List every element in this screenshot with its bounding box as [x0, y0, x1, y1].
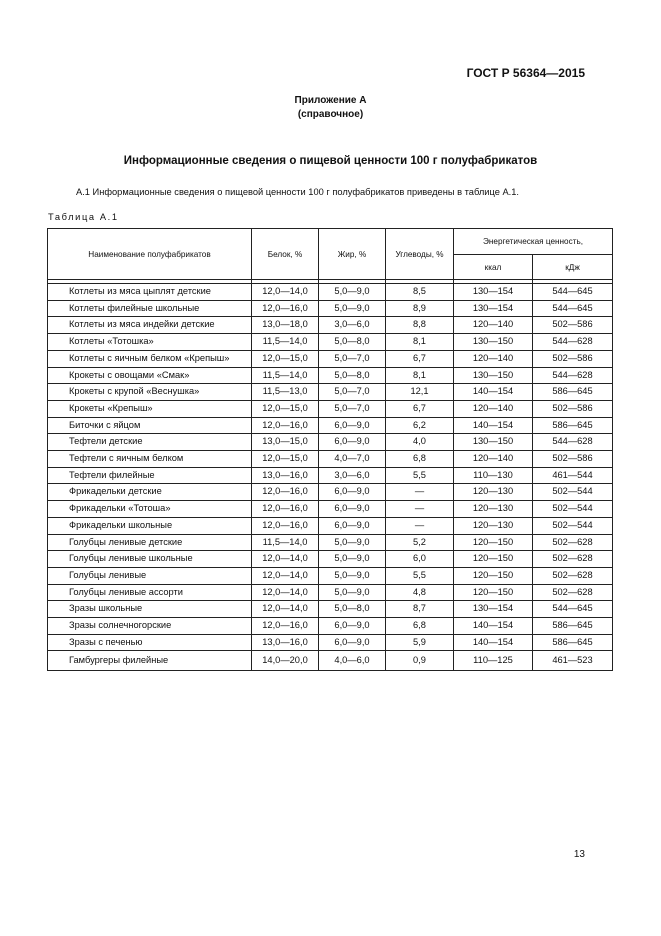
- fat-value: 6,0—9,0: [319, 517, 386, 534]
- intro-paragraph: А.1 Информационные сведения о пищевой ценности 100 г полуфабрикатов приведены в таблице А.1.: [76, 187, 519, 197]
- table-row: [48, 334, 613, 351]
- product-name: Зразы школьные: [48, 601, 252, 618]
- table-row: [48, 634, 613, 651]
- kcal-value: 130—154: [454, 601, 533, 618]
- fat-value: 5,0—8,0: [319, 367, 386, 384]
- product-name: Голубцы ленивые: [48, 567, 252, 584]
- carbs-value: 6,8: [386, 618, 454, 635]
- kj-value: 502—586: [533, 451, 613, 468]
- table-row: [48, 400, 613, 417]
- kcal-value: 140—154: [454, 618, 533, 635]
- kcal-value: 140—154: [454, 634, 533, 651]
- table-row: [48, 434, 613, 451]
- table-row: [48, 651, 613, 671]
- kj-value: 586—645: [533, 634, 613, 651]
- header-kj: кДж: [533, 255, 613, 280]
- kcal-value: 130—154: [454, 300, 533, 317]
- table-row: [48, 367, 613, 384]
- fat-value: 6,0—9,0: [319, 618, 386, 635]
- product-name: Голубцы ленивые детские: [48, 534, 252, 551]
- kj-value: 544—628: [533, 334, 613, 351]
- carbs-value: 6,7: [386, 350, 454, 367]
- table-row: [48, 484, 613, 501]
- kj-value: 461—523: [533, 651, 613, 671]
- fat-value: 5,0—9,0: [319, 284, 386, 301]
- protein-value: 12,0—14,0: [252, 567, 319, 584]
- fat-value: 5,0—9,0: [319, 584, 386, 601]
- table-row: [48, 284, 613, 301]
- carbs-value: 6,0: [386, 551, 454, 568]
- protein-value: 12,0—15,0: [252, 350, 319, 367]
- protein-value: 13,0—16,0: [252, 634, 319, 651]
- table-row: [48, 384, 613, 401]
- protein-value: 13,0—18,0: [252, 317, 319, 334]
- table-row: [48, 317, 613, 334]
- product-name: Котлеты «Тотошка»: [48, 334, 252, 351]
- fat-value: 4,0—6,0: [319, 651, 386, 671]
- table-row: [48, 501, 613, 518]
- protein-value: 12,0—14,0: [252, 601, 319, 618]
- section-title: Информационные сведения о пищевой ценности 100 г полуфабрикатов: [123, 155, 538, 167]
- carbs-value: 4,8: [386, 584, 454, 601]
- kcal-value: 120—150: [454, 584, 533, 601]
- kj-value: 544—628: [533, 367, 613, 384]
- carbs-value: 8,7: [386, 601, 454, 618]
- fat-value: 5,0—7,0: [319, 400, 386, 417]
- fat-value: 5,0—8,0: [319, 601, 386, 618]
- kcal-value: 130—150: [454, 334, 533, 351]
- protein-value: 12,0—16,0: [252, 484, 319, 501]
- table-row: [48, 584, 613, 601]
- product-name: Гамбургеры филейные: [48, 651, 252, 671]
- fat-value: 5,0—9,0: [319, 300, 386, 317]
- carbs-value: —: [386, 501, 454, 518]
- kj-value: 502—628: [533, 551, 613, 568]
- product-name: Котлеты филейные школьные: [48, 300, 252, 317]
- carbs-value: 5,5: [386, 467, 454, 484]
- protein-value: 13,0—15,0: [252, 434, 319, 451]
- kj-value: 586—645: [533, 384, 613, 401]
- kcal-value: 120—140: [454, 350, 533, 367]
- carbs-value: 6,8: [386, 451, 454, 468]
- kcal-value: 130—150: [454, 367, 533, 384]
- kcal-value: 110—125: [454, 651, 533, 671]
- kcal-value: 130—154: [454, 284, 533, 301]
- header-kcal: ккал: [454, 255, 533, 280]
- kcal-value: 120—140: [454, 451, 533, 468]
- product-name: Голубцы ленивые ассорти: [48, 584, 252, 601]
- protein-value: 12,0—14,0: [252, 551, 319, 568]
- carbs-value: 4,0: [386, 434, 454, 451]
- kj-value: 502—544: [533, 501, 613, 518]
- protein-value: 13,0—16,0: [252, 467, 319, 484]
- appendix-subtitle: (справочное): [297, 109, 364, 120]
- kcal-value: 120—150: [454, 534, 533, 551]
- kj-value: 502—628: [533, 584, 613, 601]
- carbs-value: 5,2: [386, 534, 454, 551]
- product-name: Фрикадельки детские: [48, 484, 252, 501]
- fat-value: 6,0—9,0: [319, 634, 386, 651]
- protein-value: 12,0—16,0: [252, 417, 319, 434]
- header-protein: Белок, %: [252, 229, 319, 280]
- product-name: Котлеты из мяса индейки детские: [48, 317, 252, 334]
- appendix-title: Приложение А: [294, 95, 367, 106]
- protein-value: 12,0—16,0: [252, 300, 319, 317]
- carbs-value: 12,1: [386, 384, 454, 401]
- header-fat: Жир, %: [319, 229, 386, 280]
- fat-value: 5,0—9,0: [319, 567, 386, 584]
- kcal-value: 120—130: [454, 484, 533, 501]
- fat-value: 6,0—9,0: [319, 417, 386, 434]
- protein-value: 11,5—14,0: [252, 367, 319, 384]
- document-code: ГОСТ Р 56364—2015: [466, 66, 585, 80]
- kj-value: 544—645: [533, 300, 613, 317]
- table-row: [48, 534, 613, 551]
- kcal-value: 130—150: [454, 434, 533, 451]
- carbs-value: 5,9: [386, 634, 454, 651]
- product-name: Котлеты из мяса цыплят детские: [48, 284, 252, 301]
- product-name: Голубцы ленивые школьные: [48, 551, 252, 568]
- product-name: Зразы с печенью: [48, 634, 252, 651]
- kj-value: 502—586: [533, 400, 613, 417]
- carbs-value: 8,1: [386, 334, 454, 351]
- carbs-value: 8,5: [386, 284, 454, 301]
- product-name: Крокеты с овощами «Смак»: [48, 367, 252, 384]
- kj-value: 502—544: [533, 484, 613, 501]
- carbs-value: 8,9: [386, 300, 454, 317]
- fat-value: 5,0—9,0: [319, 551, 386, 568]
- kcal-value: 110—130: [454, 467, 533, 484]
- product-name: Фрикадельки «Тотоша»: [48, 501, 252, 518]
- fat-value: 6,0—9,0: [319, 434, 386, 451]
- fat-value: 3,0—6,0: [319, 317, 386, 334]
- kcal-value: 120—140: [454, 317, 533, 334]
- kj-value: 544—628: [533, 434, 613, 451]
- product-name: Зразы солнечногорские: [48, 618, 252, 635]
- kj-value: 544—645: [533, 284, 613, 301]
- carbs-value: 5,5: [386, 567, 454, 584]
- kj-value: 502—586: [533, 350, 613, 367]
- kcal-value: 120—130: [454, 501, 533, 518]
- fat-value: 4,0—7,0: [319, 451, 386, 468]
- carbs-value: 6,2: [386, 417, 454, 434]
- kcal-value: 120—140: [454, 400, 533, 417]
- protein-value: 12,0—15,0: [252, 400, 319, 417]
- kcal-value: 140—154: [454, 417, 533, 434]
- protein-value: 11,5—13,0: [252, 384, 319, 401]
- table-row: [48, 517, 613, 534]
- protein-value: 12,0—16,0: [252, 618, 319, 635]
- product-name: Котлеты с яичным белком «Крепыш»: [48, 350, 252, 367]
- protein-value: 11,5—14,0: [252, 334, 319, 351]
- table-row: [48, 618, 613, 635]
- fat-value: 5,0—9,0: [319, 534, 386, 551]
- table-row: [48, 350, 613, 367]
- kj-value: 461—544: [533, 467, 613, 484]
- protein-value: 11,5—14,0: [252, 534, 319, 551]
- protein-value: 12,0—15,0: [252, 451, 319, 468]
- carbs-value: 8,1: [386, 367, 454, 384]
- table-row: [48, 551, 613, 568]
- product-name: Крокеты с крупой «Веснушка»: [48, 384, 252, 401]
- kcal-value: 120—150: [454, 551, 533, 568]
- carbs-value: 6,7: [386, 400, 454, 417]
- carbs-value: 0,9: [386, 651, 454, 671]
- header-name: Наименование полуфабрикатов: [48, 229, 252, 280]
- header-energy: Энергетическая ценность,: [454, 229, 613, 255]
- fat-value: 5,0—7,0: [319, 350, 386, 367]
- fat-value: 6,0—9,0: [319, 501, 386, 518]
- table-body: [48, 284, 613, 671]
- table-row: [48, 601, 613, 618]
- carbs-value: 8,8: [386, 317, 454, 334]
- protein-value: 12,0—16,0: [252, 501, 319, 518]
- protein-value: 14,0—20,0: [252, 651, 319, 671]
- fat-value: 6,0—9,0: [319, 484, 386, 501]
- product-name: Крокеты «Крепыш»: [48, 400, 252, 417]
- page-number: 13: [573, 849, 585, 860]
- table-row: [48, 567, 613, 584]
- kj-value: 586—645: [533, 417, 613, 434]
- product-name: Тефтели детские: [48, 434, 252, 451]
- nutrition-table: [47, 228, 613, 671]
- product-name: Тефтели филейные: [48, 467, 252, 484]
- fat-value: 3,0—6,0: [319, 467, 386, 484]
- carbs-value: —: [386, 517, 454, 534]
- kj-value: 502—628: [533, 534, 613, 551]
- kj-value: 586—645: [533, 618, 613, 635]
- table-row: [48, 467, 613, 484]
- table-row: [48, 417, 613, 434]
- kj-value: 544—645: [533, 601, 613, 618]
- kj-value: 502—586: [533, 317, 613, 334]
- appendix-heading: [0, 94, 661, 122]
- protein-value: 12,0—14,0: [252, 284, 319, 301]
- protein-value: 12,0—14,0: [252, 584, 319, 601]
- kcal-value: 120—130: [454, 517, 533, 534]
- product-name: Фрикадельки школьные: [48, 517, 252, 534]
- carbs-value: —: [386, 484, 454, 501]
- protein-value: 12,0—16,0: [252, 517, 319, 534]
- product-name: Тефтели с яичным белком: [48, 451, 252, 468]
- kj-value: 502—544: [533, 517, 613, 534]
- kj-value: 502—628: [533, 567, 613, 584]
- kcal-value: 140—154: [454, 384, 533, 401]
- table-row: [48, 300, 613, 317]
- kcal-value: 120—150: [454, 567, 533, 584]
- header-carbs: Углеводы, %: [386, 229, 454, 280]
- product-name: Биточки с яйцом: [48, 417, 252, 434]
- fat-value: 5,0—8,0: [319, 334, 386, 351]
- table-label: Таблица А.1: [48, 212, 119, 222]
- fat-value: 5,0—7,0: [319, 384, 386, 401]
- table-row: [48, 451, 613, 468]
